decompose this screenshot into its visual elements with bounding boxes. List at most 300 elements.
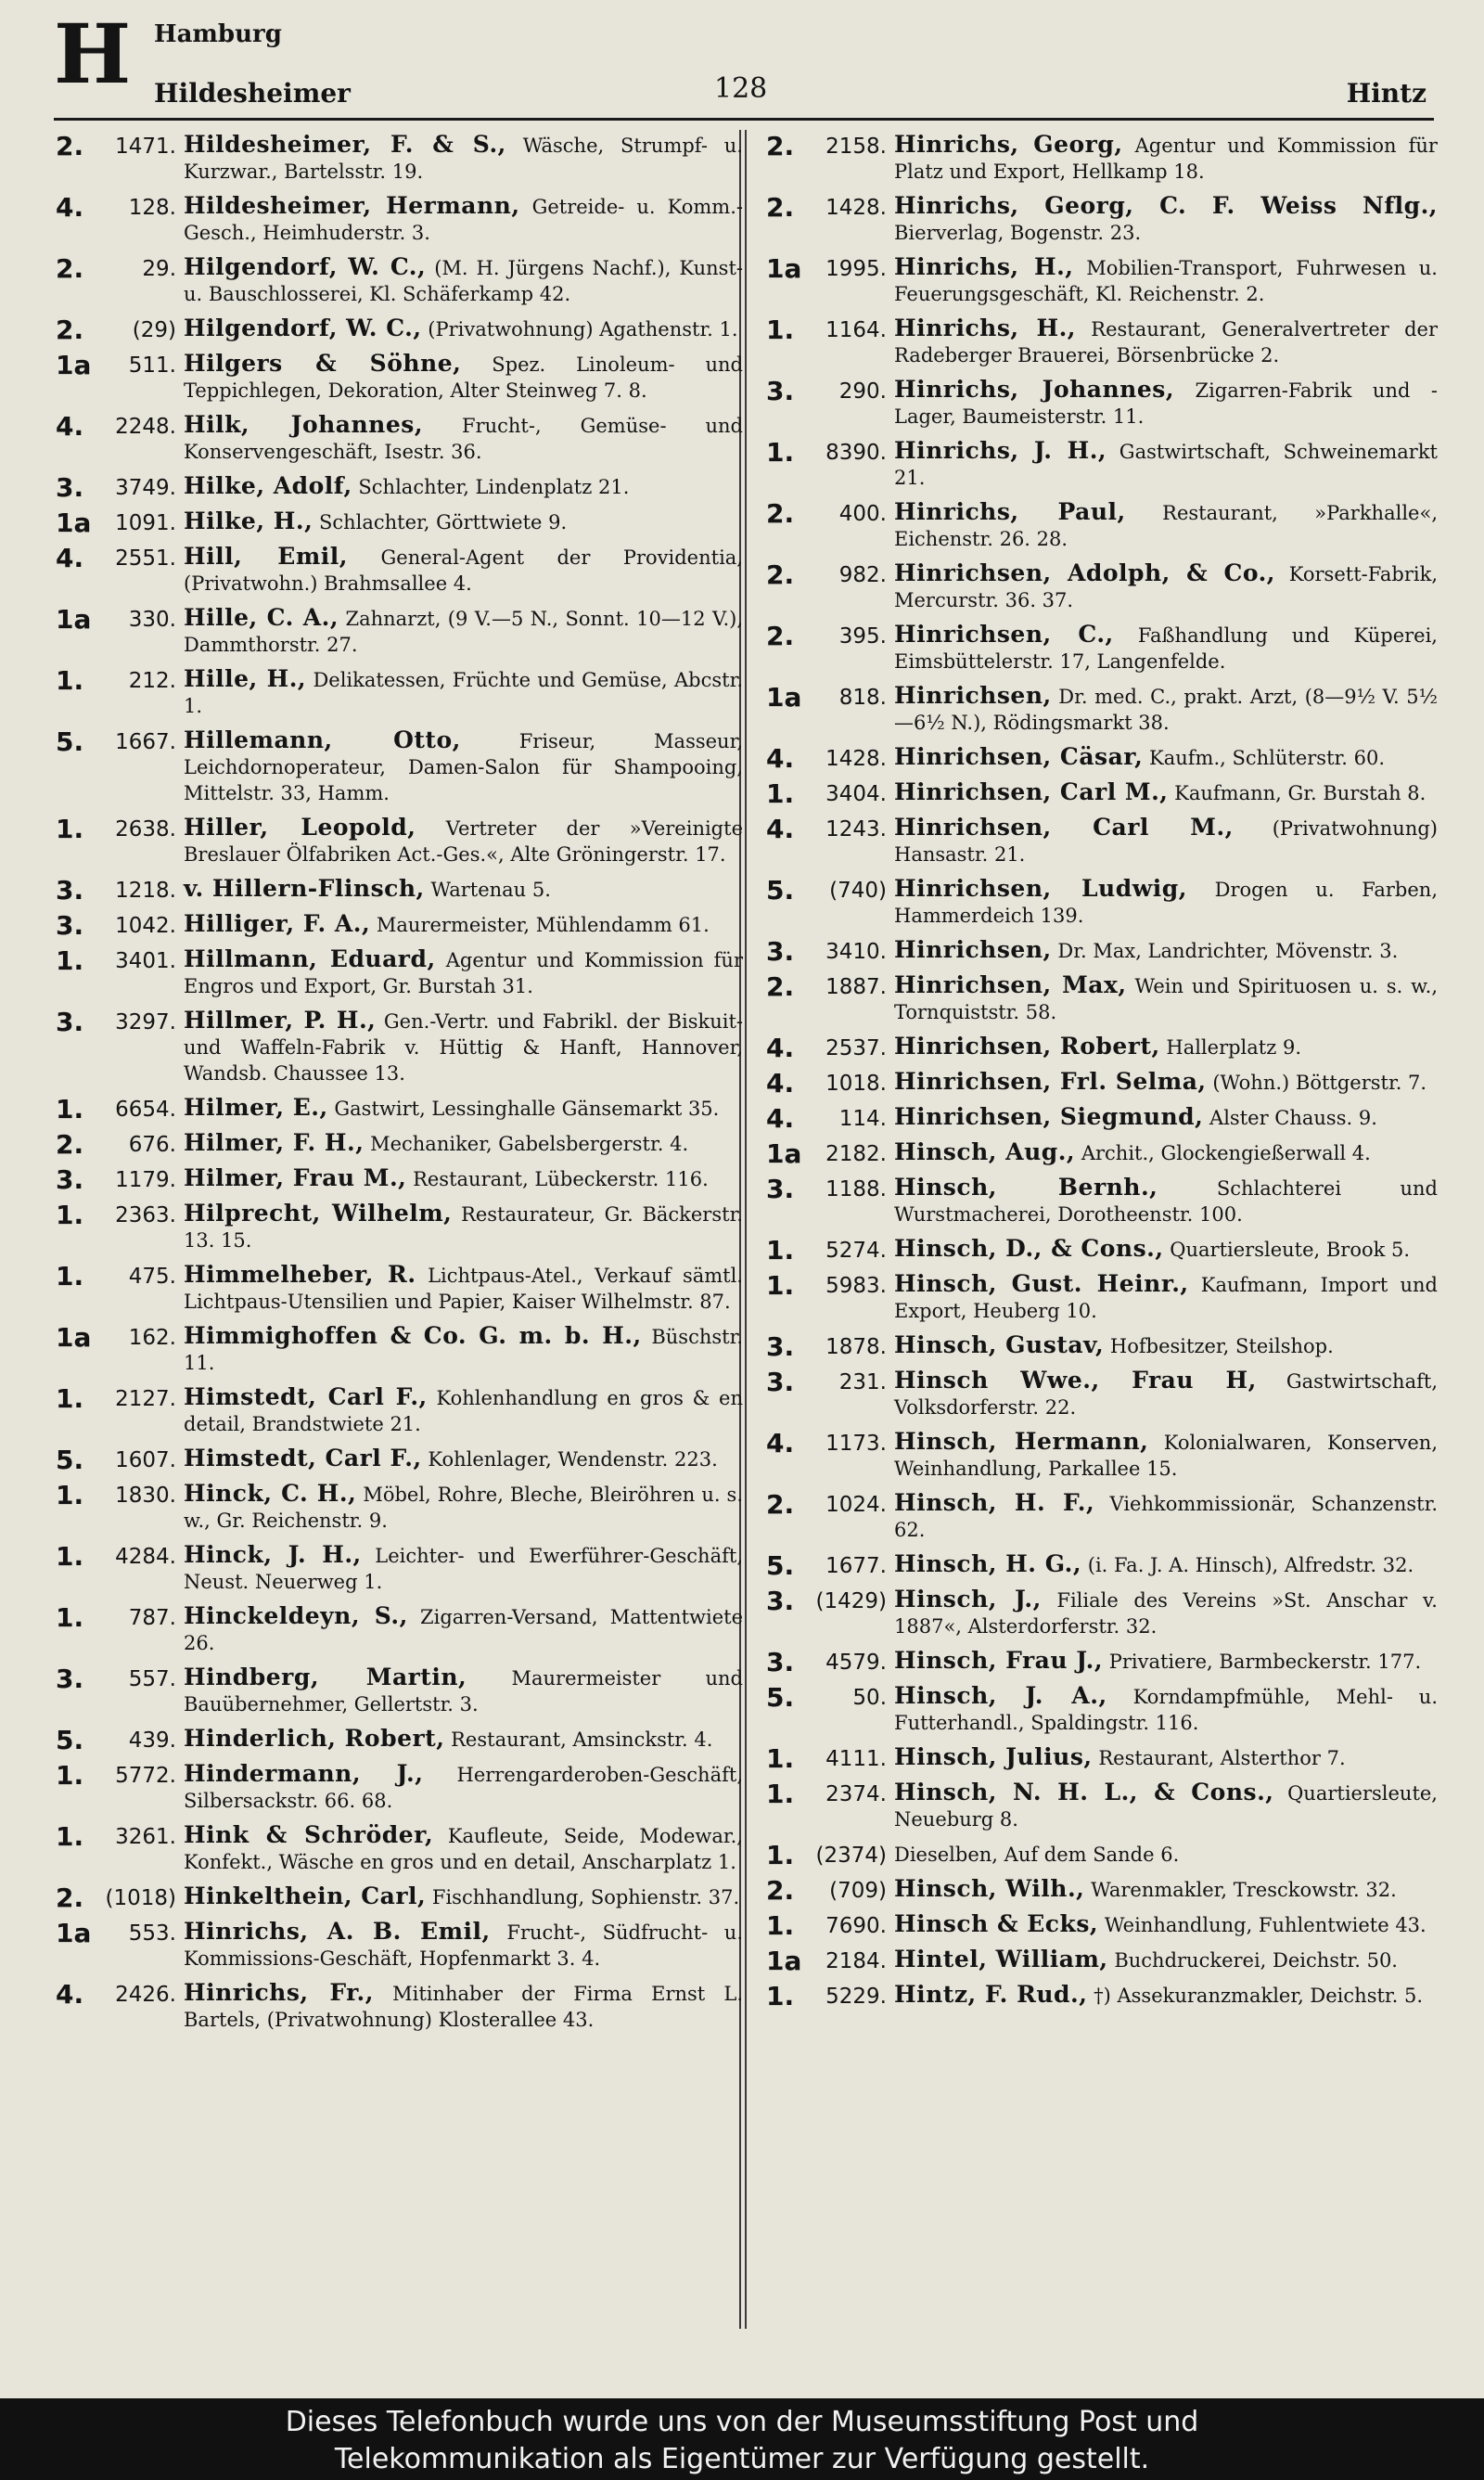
exchange-district: 1.	[56, 1480, 84, 1510]
directory-entry	[762, 1331, 1438, 1362]
header-rule	[54, 118, 1434, 121]
subscriber-name: Hinsch, Gustav,	[894, 1331, 1105, 1358]
subscriber-name: Hill, Emil,	[184, 543, 349, 570]
subscriber-details: Wartenau 5.	[430, 879, 551, 901]
subscriber-details: Maurermeister und Bauübernehmer, Gellertstr. 3.	[184, 1667, 743, 1715]
header-city: Hamburg	[154, 20, 282, 48]
phone-number: 787.	[128, 1606, 176, 1630]
phone-number: (2374)	[815, 1844, 887, 1868]
exchange-district: 1.	[766, 1840, 795, 1870]
subscriber-details: Gastwirtschaft, Volksdorferstr. 22.	[894, 1370, 1438, 1419]
subscriber-details: Zahnarzt, (9 V.—5 N., Sonnt. 10—12 V.), Dammthorstr. 27.	[184, 608, 743, 656]
subscriber-details: Leichter- und Ewerführer-Geschäft, Neust. Neuerweg 1.	[184, 1545, 743, 1593]
directory-entry	[762, 1429, 1438, 1482]
directory-entry	[52, 875, 743, 906]
subscriber-details: Restaurant, Amsinckstr. 4.	[451, 1728, 713, 1751]
subscriber-name: Himstedt, Carl F.,	[184, 1383, 428, 1410]
directory-entry	[52, 1323, 743, 1376]
subscriber-details: Mitinhaber der Firma Ernst L. Bartels, (Privatwohnung) Klosterallee 43.	[184, 1983, 744, 2031]
subscriber-details: General-Agent der Providentia, (Privatwohn.) Brahmsallee 4.	[184, 546, 743, 595]
exchange-district: 1.	[766, 1779, 795, 1809]
directory-entry	[762, 1910, 1438, 1941]
subscriber-details: Restaurant, Lübeckerstr. 116.	[413, 1168, 709, 1190]
subscriber-name: Hinrichs, Fr.,	[184, 1979, 374, 2006]
subscriber-details: Frucht-, Gemüse- und Konservengeschäft, Isestr. 36.	[184, 415, 743, 463]
exchange-district: 1a	[56, 508, 92, 538]
subscriber-details: Warenmakler, Tresckowstr. 32.	[1091, 1879, 1397, 1901]
subscriber-details: (Wohn.) Böttgerstr. 7.	[1212, 1072, 1427, 1094]
subscriber-details: Frucht-, Südfrucht- u. Kommissions-Geschäft, Hopfenmarkt 3. 4.	[184, 1921, 743, 1970]
subscriber-name: Hinrichs, A. B. Emil,	[184, 1918, 491, 1945]
subscriber-details: Wäsche, Strumpf- u. Kurzwar., Bartelsstr. 19.	[184, 135, 743, 183]
phone-number: 511.	[128, 353, 176, 378]
subscriber-name: Hinck, J. H.,	[184, 1541, 362, 1568]
directory-entry	[762, 815, 1438, 867]
subscriber-name: Hinkelthein, Carl,	[184, 1882, 427, 1909]
exchange-district: 2.	[56, 131, 84, 161]
subscriber-details: Kolonialwaren, Konserven, Weinhandlung, Parkallee 15.	[894, 1432, 1438, 1480]
phone-number: 1677.	[825, 1554, 887, 1578]
subscriber-name: Hillmann, Eduard,	[184, 945, 436, 972]
exchange-district: 3.	[766, 1586, 795, 1616]
phone-number: 1995.	[825, 257, 887, 281]
phone-number: 1243.	[825, 817, 887, 842]
exchange-district: 2.	[766, 559, 795, 590]
phone-number: 1173.	[825, 1432, 887, 1456]
phone-number: 1179.	[115, 1168, 176, 1192]
directory-entry	[762, 1550, 1438, 1581]
phone-number: 1188.	[825, 1177, 887, 1201]
exchange-district: 1.	[766, 1235, 795, 1266]
phone-number: 7690.	[825, 1914, 887, 1938]
directory-entry	[52, 1664, 743, 1717]
phone-number: 1878.	[825, 1335, 887, 1359]
directory-entry	[762, 1103, 1438, 1134]
directory-entry	[52, 508, 743, 538]
exchange-district: 3.	[56, 472, 84, 503]
directory-entry	[762, 315, 1438, 368]
directory-entry	[52, 815, 743, 867]
exchange-district: 1.	[56, 814, 84, 844]
phone-number: 395.	[838, 624, 887, 649]
subscriber-name: Hilprecht, Wilhelm,	[184, 1200, 453, 1227]
exchange-district: 5.	[56, 726, 84, 757]
subscriber-name: Hildesheimer, Hermann,	[184, 192, 520, 219]
exchange-district: 5.	[56, 1445, 84, 1475]
directory-entry	[52, 1603, 743, 1656]
subscriber-details: Agentur und Kommission für Engros und Export, Gr. Burstah 31.	[184, 949, 743, 997]
subscriber-name: Hinrichsen, Max,	[894, 971, 1127, 998]
subscriber-name: Hinsch, Wilh.,	[894, 1875, 1085, 1902]
exchange-district: 2.	[56, 253, 84, 284]
phone-number: (709)	[829, 1879, 887, 1903]
directory-entry	[52, 727, 743, 806]
subscriber-details: Kaufmann, Gr. Burstah 8.	[1174, 782, 1426, 804]
subscriber-name: Hinsch, N. H. L., & Cons.,	[894, 1779, 1274, 1805]
directory-entry	[52, 1384, 743, 1437]
phone-number: 162.	[128, 1326, 176, 1350]
phone-number: (740)	[829, 879, 887, 903]
directory-entry	[762, 1271, 1438, 1324]
subscriber-details: †) Assekuranzmakler, Deichstr. 5.	[1094, 1985, 1424, 2007]
subscriber-name: Hinsch, Bernh.,	[894, 1174, 1158, 1201]
subscriber-name: Hinrichsen, Robert,	[894, 1033, 1160, 1060]
subscriber-details: Möbel, Rohre, Bleche, Bleiröhren u. s. w., Gr. Reichenstr. 9.	[184, 1484, 744, 1532]
subscriber-details: Mobilien-Transport, Fuhrwesen u. Feuerungsgeschäft, Kl. Reichenstr. 2.	[894, 257, 1438, 305]
exchange-district: 1.	[56, 1383, 84, 1414]
exchange-district: 3.	[56, 1164, 84, 1195]
exchange-district: 4.	[56, 411, 84, 442]
subscriber-details: Schlachter, Görttwiete 9.	[318, 511, 568, 533]
subscriber-name: Hinrichsen,	[894, 682, 1052, 709]
directory-entry	[52, 1481, 743, 1534]
subscriber-details: Schlachter, Lindenplatz 21.	[358, 476, 630, 498]
phone-number: 1218.	[115, 879, 176, 903]
phone-number: 114.	[838, 1107, 887, 1131]
subscriber-name: Hinsch, Frau J.,	[894, 1647, 1104, 1674]
exchange-district: 4.	[766, 1428, 795, 1458]
subscriber-name: Hillmer, P. H.,	[184, 1007, 377, 1034]
phone-number: 290.	[838, 379, 887, 404]
phone-number: 3749.	[115, 476, 176, 500]
exchange-district: 3.	[56, 910, 84, 941]
subscriber-name: Hinrichsen, Adolph, & Co.,	[894, 559, 1276, 586]
exchange-district: 1a	[56, 350, 92, 380]
phone-number: 1042.	[115, 914, 176, 938]
subscriber-name: Hintel, William,	[894, 1946, 1108, 1972]
subscriber-name: Hinsch, Julius,	[894, 1743, 1093, 1770]
phone-number: 982.	[838, 563, 887, 587]
exchange-district: 1.	[766, 437, 795, 468]
subscriber-name: Hinrichsen,	[894, 936, 1052, 963]
exchange-district: 2.	[766, 971, 795, 1002]
subscriber-details: Korsett-Fabrik, Mercurstr. 36. 37.	[894, 563, 1438, 611]
subscriber-name: Hinrichsen, Siegmund,	[894, 1103, 1204, 1130]
directory-entry	[52, 1008, 743, 1086]
exchange-district: 5.	[766, 875, 795, 906]
phone-number: 2551.	[115, 546, 176, 571]
exchange-district: 1.	[56, 1200, 84, 1230]
exchange-district: 2.	[766, 192, 795, 223]
phone-number: 128.	[128, 196, 176, 220]
subscriber-details: Gen.-Vertr. und Fabrikl. der Biskuit- und Waffeln-Fabrik v. Hüttig & Hanft, Hannover, Wandsb. Chaussee 13.	[184, 1010, 744, 1085]
exchange-district: 1a	[766, 1946, 802, 1976]
directory-entry	[52, 605, 743, 658]
exchange-district: 1.	[56, 1261, 84, 1291]
phone-number: 50.	[852, 1686, 887, 1710]
exchange-district: 3.	[56, 875, 84, 906]
subscriber-details: Restaurateur, Gr. Bäckerstr. 13. 15.	[184, 1203, 743, 1252]
subscriber-name: Himmighoffen & Co. G. m. b. H.,	[184, 1322, 642, 1349]
subscriber-details: (Privatwohnung) Hansastr. 21.	[894, 817, 1438, 866]
subscriber-name: Hinrichs, Georg, C. F. Weiss Nflg.,	[894, 192, 1438, 219]
subscriber-details: Lichtpaus-Atel., Verkauf sämtl. Lichtpaus-Utensilien und Papier, Kaiser Wilhelmstr. 87.	[184, 1265, 743, 1313]
subscriber-name: Hinsch, H. G.,	[894, 1550, 1082, 1577]
phone-number: 1607.	[115, 1448, 176, 1472]
subscriber-details: Delikatessen, Früchte und Gemüse, Abcstr. 1.	[184, 669, 743, 717]
page-number: 128	[714, 72, 768, 105]
directory-entry	[52, 1262, 743, 1315]
directory-entry	[52, 544, 743, 597]
exchange-district: 1.	[56, 1821, 84, 1852]
phone-number: 2374.	[825, 1782, 887, 1806]
exchange-district: 4.	[766, 1103, 795, 1134]
phone-number: 2184.	[825, 1949, 887, 1973]
subscriber-name: Hinrichsen, Frl. Selma,	[894, 1068, 1207, 1095]
directory-entry	[52, 1919, 743, 1972]
phone-number: 3297.	[115, 1010, 176, 1034]
directory-entry	[762, 936, 1438, 967]
subscriber-details: Getreide- u. Komm.-Gesch., Heimhuderstr. 3.	[184, 196, 743, 244]
subscriber-name: Hinsch & Ecks,	[894, 1910, 1099, 1937]
subscriber-name: Hilk, Johannes,	[184, 411, 424, 438]
phone-number: 475.	[128, 1265, 176, 1289]
subscriber-name: v. Hillern-Flinsch,	[184, 875, 425, 902]
exchange-district: 1.	[56, 945, 84, 976]
directory-entry	[52, 1980, 743, 2033]
phone-number: 1428.	[825, 196, 887, 220]
exchange-district: 2.	[766, 621, 795, 651]
phone-number: 2248.	[115, 415, 176, 439]
directory-entry	[52, 666, 743, 719]
subscriber-name: Hilke, Adolf,	[184, 472, 352, 499]
directory-entry	[762, 377, 1438, 430]
subscriber-details: Archit., Glockengießerwall 4.	[1081, 1142, 1371, 1164]
phone-number: 231.	[838, 1370, 887, 1394]
exchange-district: 2.	[56, 1882, 84, 1913]
subscriber-name: Hillemann, Otto,	[184, 726, 461, 753]
column-divider	[745, 130, 747, 2329]
exchange-district: 2.	[766, 131, 795, 161]
phone-number: 4579.	[825, 1651, 887, 1675]
directory-entry	[762, 1648, 1438, 1675]
directory-entry	[762, 1068, 1438, 1099]
directory-entry	[762, 1587, 1438, 1639]
directory-entry	[762, 1175, 1438, 1227]
subscriber-name: Hinderlich, Robert,	[184, 1725, 445, 1752]
phone-number: (1018)	[105, 1886, 176, 1910]
directory-entry	[762, 743, 1438, 774]
subscriber-name: Hindermann, J.,	[184, 1760, 424, 1787]
directory-entry	[762, 1743, 1438, 1774]
directory-entry	[52, 1761, 743, 1814]
section-letter: H	[54, 6, 132, 102]
subscriber-details: Dr. Max, Landrichter, Mövenstr. 3.	[1057, 940, 1399, 962]
directory-entry	[762, 499, 1438, 552]
exchange-district: 5.	[766, 1550, 795, 1581]
subscriber-name: Himstedt, Carl F.,	[184, 1445, 422, 1471]
phone-number: 400.	[838, 502, 887, 526]
phone-number: 2638.	[115, 817, 176, 842]
subscriber-name: Hinck, C. H.,	[184, 1480, 357, 1507]
directory-entry	[762, 1235, 1438, 1266]
subscriber-details: Hallerplatz 9.	[1166, 1036, 1302, 1059]
subscriber-name: Hinsch Wwe., Frau H,	[894, 1367, 1257, 1394]
phone-number: 5772.	[115, 1764, 176, 1788]
directory-entry	[762, 683, 1438, 736]
directory-entry	[762, 254, 1438, 307]
exchange-district: 1.	[766, 778, 795, 809]
phone-number: 557.	[128, 1667, 176, 1691]
directory-entry	[52, 1164, 743, 1195]
subscriber-name: Hintz, F. Rud.,	[894, 1981, 1088, 2008]
subscriber-name: Hilke, H.,	[184, 508, 313, 534]
phone-number: 1428.	[825, 747, 887, 771]
subscriber-details: Vertreter der »Vereinigte Breslauer Ölfabriken Act.-Ges.«, Alte Gröningerstr. 17.	[184, 817, 743, 866]
directory-entry	[52, 1129, 743, 1160]
phone-number: 3401.	[115, 949, 176, 973]
phone-number: 1091.	[115, 511, 176, 535]
exchange-district: 2.	[56, 315, 84, 345]
exchange-district: 1a	[766, 682, 802, 713]
directory-entry	[762, 560, 1438, 613]
page-header	[0, 0, 1484, 121]
subscriber-details: (i. Fa. J. A. Hinsch), Alfredstr. 32.	[1087, 1554, 1414, 1576]
subscriber-name: Hinsch, Aug.,	[894, 1138, 1076, 1165]
exchange-district: 4.	[56, 1979, 84, 2010]
phone-number: 5274.	[825, 1239, 887, 1263]
exchange-district: 1.	[56, 1541, 84, 1572]
exchange-district: 1.	[766, 1270, 795, 1301]
phone-number: 5983.	[825, 1274, 887, 1298]
subscriber-details: Viehkommissionär, Schanzenstr. 62.	[894, 1493, 1438, 1541]
subscriber-details: Kaufm., Schlüterstr. 60.	[1149, 747, 1386, 769]
subscriber-details: Restaurant, Generalvertreter der Radeberger Brauerei, Börsenbrücke 2.	[894, 318, 1438, 366]
exchange-district: 2.	[766, 498, 795, 529]
directory-entry	[52, 254, 743, 307]
subscriber-name: Hilgers & Söhne,	[184, 350, 462, 377]
subscriber-name: Hinrichs, H.,	[894, 315, 1076, 341]
subscriber-name: Hinsch, H. F.,	[894, 1489, 1095, 1516]
left-column	[52, 132, 743, 2041]
subscriber-details: Kaufmann, Import und Export, Heuberg 10.	[894, 1274, 1438, 1322]
subscriber-name: Hinckeldeyn, S.,	[184, 1602, 408, 1629]
subscriber-name: Hinsch, J. A.,	[894, 1682, 1107, 1709]
phone-number: 1164.	[825, 318, 887, 342]
subscriber-details: Schlachterei und Wurstmacherei, Dorotheenstr. 100.	[894, 1177, 1438, 1226]
phone-number: 6654.	[115, 1098, 176, 1122]
subscriber-details: Fischhandlung, Sophienstr. 37.	[431, 1886, 740, 1908]
directory-entry	[762, 193, 1438, 246]
subscriber-details: Kohlenhandlung en gros & en detail, Brandstwiete 21.	[184, 1387, 743, 1435]
phone-number: 1024.	[825, 1493, 887, 1517]
header-first-entry: Hildesheimer	[154, 78, 351, 109]
exchange-district: 2.	[56, 1129, 84, 1160]
subscriber-name: Himmelheber, R.	[184, 1261, 416, 1288]
directory-entry	[52, 1445, 743, 1475]
subscriber-name: Hinsch, D., & Cons.,	[894, 1235, 1164, 1262]
subscriber-name: Hinrichsen, Cäsar,	[894, 743, 1144, 770]
directory-entry	[52, 1822, 743, 1875]
subscriber-name: Hinrichs, Georg,	[894, 131, 1123, 158]
directory-entry	[762, 1490, 1438, 1543]
subscriber-details: Gastwirtschaft, Schweinemarkt 21.	[894, 441, 1438, 489]
subscriber-details: Maurermeister, Mühlendamm 61.	[376, 914, 710, 936]
exchange-district: 2.	[766, 1489, 795, 1520]
subscriber-details: (Privatwohnung) Agathenstr. 1.	[428, 318, 738, 341]
exchange-district: 4.	[766, 743, 795, 774]
exchange-district: 1a	[56, 1918, 92, 1948]
subscriber-name: Hindberg, Martin,	[184, 1664, 467, 1690]
footer-line-2: Telekommunikation als Eigentümer zur Verfügung gestellt.	[334, 2443, 1150, 2475]
subscriber-name: Hilmer, Frau M.,	[184, 1164, 407, 1191]
directory-entry	[762, 1982, 1438, 2009]
subscriber-details: Buchdruckerei, Deichstr. 50.	[1114, 1949, 1398, 1972]
phone-number: (1429)	[815, 1589, 887, 1613]
exchange-district: 3.	[56, 1664, 84, 1694]
subscriber-name: Hinrichsen, C.,	[894, 621, 1114, 648]
exchange-district: 3.	[766, 1331, 795, 1362]
exchange-district: 3.	[766, 936, 795, 967]
directory-entry	[52, 132, 743, 185]
phone-number: 2426.	[115, 1983, 176, 2007]
subscriber-details: Agentur und Kommission für Platz und Export, Hellkamp 18.	[894, 135, 1438, 183]
subscriber-details: Zigarren-Fabrik und -Lager, Baumeisterstr. 11.	[894, 379, 1438, 428]
phone-number: 4111.	[825, 1747, 887, 1771]
directory-entry	[52, 412, 743, 465]
exchange-district: 1.	[56, 1094, 84, 1124]
directory-entry	[762, 778, 1438, 809]
exchange-district: 3.	[766, 1174, 795, 1204]
directory-entry	[762, 132, 1438, 185]
exchange-district: 5.	[766, 1682, 795, 1713]
subscriber-details: Mechaniker, Gabelsbergerstr. 4.	[370, 1133, 689, 1155]
phone-number: 553.	[128, 1921, 176, 1946]
exchange-district: 1a	[766, 1138, 802, 1169]
phone-number: 212.	[128, 669, 176, 693]
subscriber-name: Hildesheimer, F. & S.,	[184, 131, 506, 158]
subscriber-details: Restaurant, Alsterthor 7.	[1098, 1747, 1346, 1769]
phone-number: 3410.	[825, 940, 887, 964]
directory-entry	[52, 946, 743, 999]
subscriber-details: Bierverlag, Bogenstr. 23.	[894, 222, 1142, 244]
exchange-district: 4.	[766, 1068, 795, 1099]
subscriber-name: Hiller, Leopold,	[184, 814, 416, 841]
subscriber-details: Hofbesitzer, Steilshop.	[1109, 1335, 1334, 1357]
phone-number: 818.	[838, 686, 887, 710]
directory-entry	[762, 1841, 1438, 1868]
subscriber-name: Hinsch, Hermann,	[894, 1428, 1149, 1455]
exchange-district: 1.	[766, 1743, 795, 1774]
subscriber-details: Restaurant, »Parkhalle«, Eichenstr. 26. 28.	[894, 502, 1438, 550]
exchange-district: 4.	[766, 814, 795, 844]
phone-number: 1018.	[825, 1072, 887, 1096]
phone-number: 4284.	[115, 1545, 176, 1569]
directory-entry	[52, 315, 743, 345]
exchange-district: 1.	[766, 1981, 795, 2011]
subscriber-name: Hinrichsen, Carl M.,	[894, 778, 1169, 805]
subscriber-name: Hinsch, Gust. Heinr.,	[894, 1270, 1189, 1297]
exchange-district: 1.	[56, 665, 84, 696]
directory-entry	[762, 876, 1438, 929]
subscriber-details: Zigarren-Versand, Mattentwiete 26.	[184, 1606, 743, 1654]
subscriber-details: Quartiersleute, Neueburg 8.	[894, 1782, 1438, 1831]
subscriber-details: Kaufleute, Seide, Modewar., Konfekt., Wäsche en gros und en detail, Anscharplatz 1.	[184, 1825, 743, 1873]
directory-entry	[762, 1033, 1438, 1063]
subscriber-details: Weinhandlung, Fuhlentwiete 43.	[1104, 1914, 1426, 1936]
subscriber-details: Quartiersleute, Brook 5.	[1170, 1239, 1411, 1261]
phone-number: 1887.	[825, 975, 887, 999]
right-column	[762, 132, 1438, 2017]
phone-number: 1471.	[115, 135, 176, 159]
directory-entry	[762, 1368, 1438, 1420]
exchange-district: 3.	[766, 1647, 795, 1677]
footer-notice	[0, 2398, 1484, 2480]
exchange-district: 1a	[56, 604, 92, 635]
exchange-district: 1.	[56, 1760, 84, 1791]
subscriber-details: Herrengarderoben-Geschäft, Silbersackstr. 66. 68.	[184, 1764, 743, 1812]
phone-number: 1667.	[115, 730, 176, 754]
